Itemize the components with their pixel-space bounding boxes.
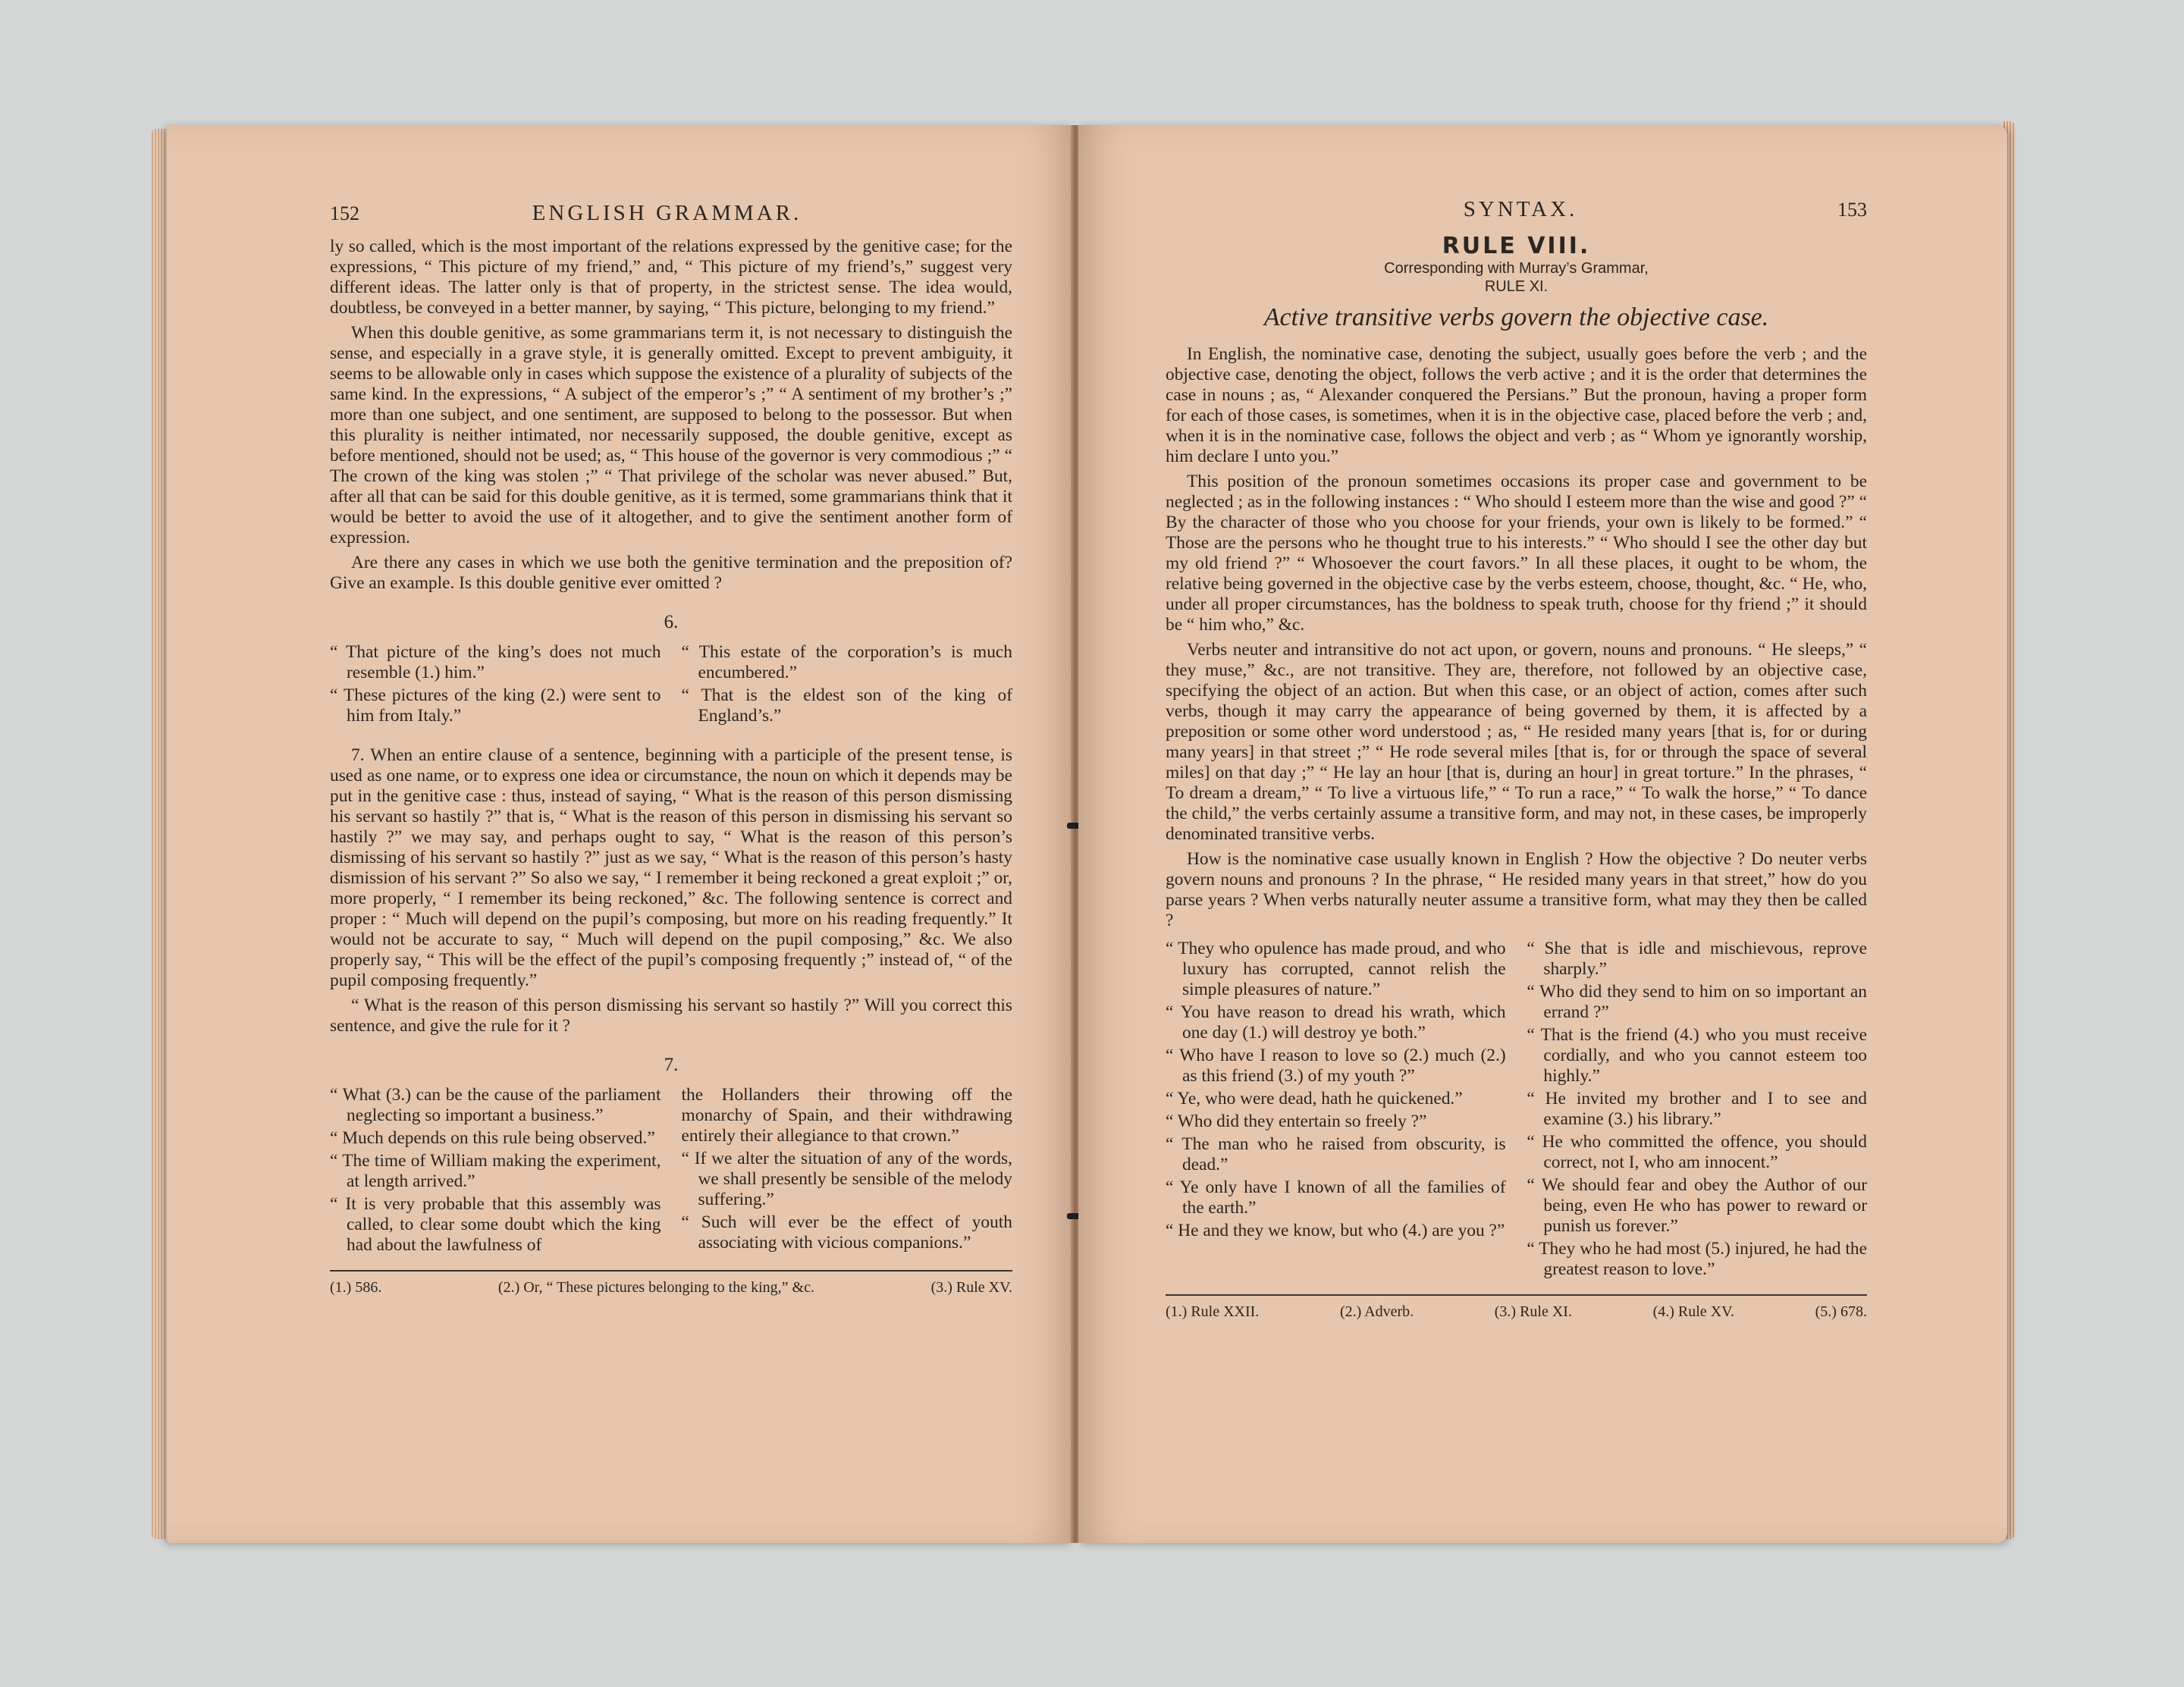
examples-column-right	[682, 642, 1013, 729]
paragraph: Verbs neuter and intransitive do not act upon, or govern, nouns and pronouns. “ He sleeps,” “ they muse,” &c., are not transitive. They are, therefore, not followed by an objective case, specifying the object of an action. But when this case, or an object of action, comes after such verbs, though it may carry the appearance of being governed by them, it is affected by a preposition or some other word understood ; as, “ He resided many years [that is, for or during many years] in that street ;” “ He rode several miles [that is, for or through the space of several miles] on that day ;” “ He lay an hour [that is, during an hour] in great torture.” In the phrases, “ To dream a dream,” “ To live a virtuous life,” “ To run a race,” “ To walk the horse,” “ To dance the child,” the verbs certainly assume a transitive form, and may not, in these cases, be improperly denominated transitive verbs.	[1166, 640, 1867, 844]
example-sentence: “ You have reason to dread his wrath, which one day (1.) will destroy ye both.”	[1166, 1002, 1506, 1043]
examples-column-left	[330, 642, 661, 729]
example-sentence: “ Such will ever be the effect of youth associating with vicious companions.”	[681, 1212, 1012, 1253]
rule-reference: RULE XI.	[1484, 278, 1549, 295]
example-sentence: “ Who did they send to him on so important an errand ?”	[1527, 982, 1867, 1022]
example-sentence: “ If we alter the situation of any of the words, we shall presently be sensible of the melody suffering.”	[681, 1149, 1012, 1209]
page-edges-left	[152, 129, 168, 1539]
section-number-7: 7.	[664, 1055, 679, 1075]
right-page	[1078, 125, 2007, 1543]
footnote: (5.) 678.	[1815, 1303, 1867, 1320]
example-sentence: “ What (3.) can be the cause of the parliament neglecting so important a business.”	[330, 1085, 661, 1125]
rule-statement: Active transitive verbs govern the objective case.	[1263, 303, 1769, 331]
footnote: (4.) Rule XV.	[1652, 1303, 1734, 1320]
footnote: (2.) Or, “ These pictures belonging to the king,” &c.	[497, 1279, 814, 1296]
section-6-examples	[330, 642, 1012, 729]
left-body-text-2	[330, 745, 1012, 1036]
open-book	[152, 114, 2017, 1554]
example-sentence: “ That is the eldest son of the king of England’s.”	[681, 685, 1012, 726]
example-sentence: the Hollanders their throwing off the monarchy of Spain, and their withdrawing entirely their allegiance to that crown.”	[681, 1085, 1012, 1146]
paragraph: 7. When an entire clause of a sentence, beginning with a participle of the present tense, is used as one name, or to express one idea or circumstance, the noun on which it depends may be put in the genitive case : thus, instead of saying, “ What is the reason of this person dismissing his servant so hastily ?” that is, “ What is the reason of this person in dismissing his servant so hastily ?” we may say, and perhaps ought to say, “ What is the reason of this person’s dismissing of his servant so hastily ?” just as we say, “ What is the reason of this person’s hasty dismission of his servant ?” So also we say, “ I remember it being reckoned a great exploit ;” or, more properly, “ I remember its being reckoned,” &c. The following sentence is correct and proper : “ Much will depend on the pupil’s composing, but more on his reading frequently.” It would not be accurate to say, “ Much will depend on the pupil composing,” &c. We also properly say, “ This will be the effect of the pupil’s composing frequently ;” instead of, “ of the pupil composing frequently.”	[330, 745, 1012, 990]
paragraph: In English, the nominative case, denoting the subject, usually goes before the verb ; and the objective case, denoting the object, follows the verb active ; and it is the order that determines the case in nouns ; as, “ Alexander conquered the Persians.” But the pronoun, having a proper form for each of those cases, is sometimes, when it is in the objective case, placed before the verb ; and, when it is in the nominative case, follows the object and verb ; as “ Whom ye ignorantly worship, him declare I unto you.”	[1166, 344, 1867, 466]
question: How is the nominative case usually known in English ? How the objective ? Do neuter verbs govern nouns and pronouns ? In the phrase, “ He resided many years in that street,” how do you parse years ? When verbs naturally neuter assume a transitive form, what may they then be called ?	[1166, 849, 1867, 930]
example-sentence: “ He invited my brother and I to see and examine (3.) his library.”	[1527, 1089, 1867, 1129]
examples-column-right	[1527, 939, 1867, 1282]
example-sentence: “ The time of William making the experiment, at length arrived.”	[330, 1151, 661, 1191]
example-sentence: “ Who have I reason to love so (2.) much (2.) as this friend (3.) of my youth ?”	[1166, 1046, 1506, 1086]
section-7-examples	[330, 1085, 1012, 1258]
right-body-text	[1166, 344, 1867, 931]
left-running-head	[330, 201, 1012, 226]
footnote: (3.) Rule XV.	[930, 1279, 1012, 1296]
examples-column-left	[1166, 939, 1506, 1282]
footnote: (2.) Adverb.	[1339, 1303, 1414, 1320]
question: “ What is the reason of this person dismissing his servant so hastily ?” Will you correct this sentence, and give the rule for it ?	[330, 996, 1012, 1036]
right-running-head	[1166, 197, 1867, 222]
example-sentence: “ Who did they entertain so freely ?”	[1166, 1112, 1427, 1131]
example-sentence: “ Much depends on this rule being observed.”	[330, 1128, 655, 1148]
paragraph: When this double genitive, as some grammarians term it, is not necessary to distinguish the sense, and especially in a grave style, it is generally omitted. Except to prevent ambiguity, it seems to be allowable only in cases which suppose the existence of a plurality of subjects of the same kind. In the expressions, “ A subject of the emperor’s ;” “ A sentiment of my brother’s ;” more than one subject, and one sentiment, are supposed to belong to the possessor. But when this plurality is neither intimated, nor necessarily supposed, the double genitive, except as before mentioned, should not be used; as, “ This house of the governor is very commodious ;” “ The crown of the king was stolen ;” “ That privilege of the scholar was never abused.” But, after all that can be said for this double genitive, as it is termed, some grammarians think that it would be better to avoid the use of it altogether, and to give the sentiment another form of expression.	[330, 323, 1012, 547]
right-footnotes	[1166, 1294, 1867, 1321]
examples-column-right	[682, 1085, 1013, 1258]
left-body-text	[330, 237, 1012, 594]
example-sentence: “ It is very probable that this assembly was called, to clear some doubt which the king had about the lawfulness of	[330, 1194, 661, 1255]
example-sentence: “ That picture of the king’s does not much resemble (1.) him.”	[330, 642, 661, 682]
examples-column-left	[330, 1085, 661, 1258]
example-sentence: “ This estate of the corporation’s is much encumbered.”	[681, 642, 1012, 682]
example-sentence: “ He who committed the offence, you should correct, not I, who am innocent.”	[1527, 1132, 1867, 1172]
example-sentence: “ They who opulence has made proud, and who luxury has corrupted, cannot relish the simple pleasures of nature.”	[1166, 939, 1506, 999]
running-head-left: ENGLISH GRAMMAR.	[532, 201, 802, 225]
rule-heading: RULE VIII.	[1442, 233, 1591, 259]
example-sentence: “ They who he had most (5.) injured, he had the greatest reason to love.”	[1527, 1239, 1867, 1279]
example-sentence: “ Ye only have I known of all the families of the earth.”	[1166, 1177, 1506, 1218]
example-sentence: “ We should fear and obey the Author of our being, even He who has power to reward or punish us forever.”	[1527, 1175, 1867, 1236]
section-number-6: 6.	[664, 612, 679, 632]
rule-examples	[1166, 939, 1867, 1282]
running-head-right: SYNTAX.	[1463, 197, 1578, 221]
paragraph: This position of the pronoun sometimes occasions its proper case and government to be neglected ; as in the following instances : “ Who should I esteem more than the wise and good ?” “ By the character of those who you choose for your friends, your own is likely to be formed.” “ Those are the persons who he thought true to his interests.” “ Who should I see the other day but my old friend ?” “ Whosoever the court favors.” In all these places, it ought to be whom, the relative being governed in the objective case by the verbs esteem, choose, thought, &c. “ He, who, under all proper circumstances, has the boldness to speak truth, choose for thy friend ;” it should be “ him who,” &c.	[1166, 472, 1867, 635]
example-sentence: “ The man who he raised from obscurity, is dead.”	[1166, 1134, 1506, 1174]
footnote: (3.) Rule XI.	[1494, 1303, 1572, 1320]
left-footnotes	[330, 1270, 1012, 1297]
page-number-right: 153	[1837, 199, 1867, 221]
left-page	[167, 125, 1073, 1543]
example-sentence: “ She that is idle and mischievous, reprove sharply.”	[1527, 939, 1867, 979]
footnote: (1.) Rule XXII.	[1166, 1303, 1260, 1320]
example-sentence: “ These pictures of the king (2.) were sent to him from Italy.”	[330, 685, 661, 726]
footnote: (1.) 586.	[330, 1279, 382, 1296]
rule-subtitle: Corresponding with Murray’s Grammar,	[1384, 260, 1649, 277]
paragraph: ly so called, which is the most important of the relations expressed by the genitive case; for the expressions, “ This picture of my friend,” and, “ This picture of my friend’s,” suggest very different ideas. The latter only is that of property, in the strictest sense. The idea would, doubtless, be conveyed in a better manner, by saying, “ This picture, belonging to my friend.”	[330, 237, 1012, 318]
example-sentence: “ He and they we know, but who (4.) are you ?”	[1166, 1221, 1505, 1240]
example-sentence: “ Ye, who were dead, hath he quickened.”	[1166, 1089, 1463, 1108]
example-sentence: “ That is the friend (4.) who you must receive cordially, and who you cannot esteem too highly.”	[1527, 1025, 1867, 1086]
page-number-left: 152	[330, 202, 359, 224]
paragraph: Are there any cases in which we use both the genitive termination and the preposition of? Give an example. Is this double genitive ever omitted ?	[330, 553, 1012, 593]
